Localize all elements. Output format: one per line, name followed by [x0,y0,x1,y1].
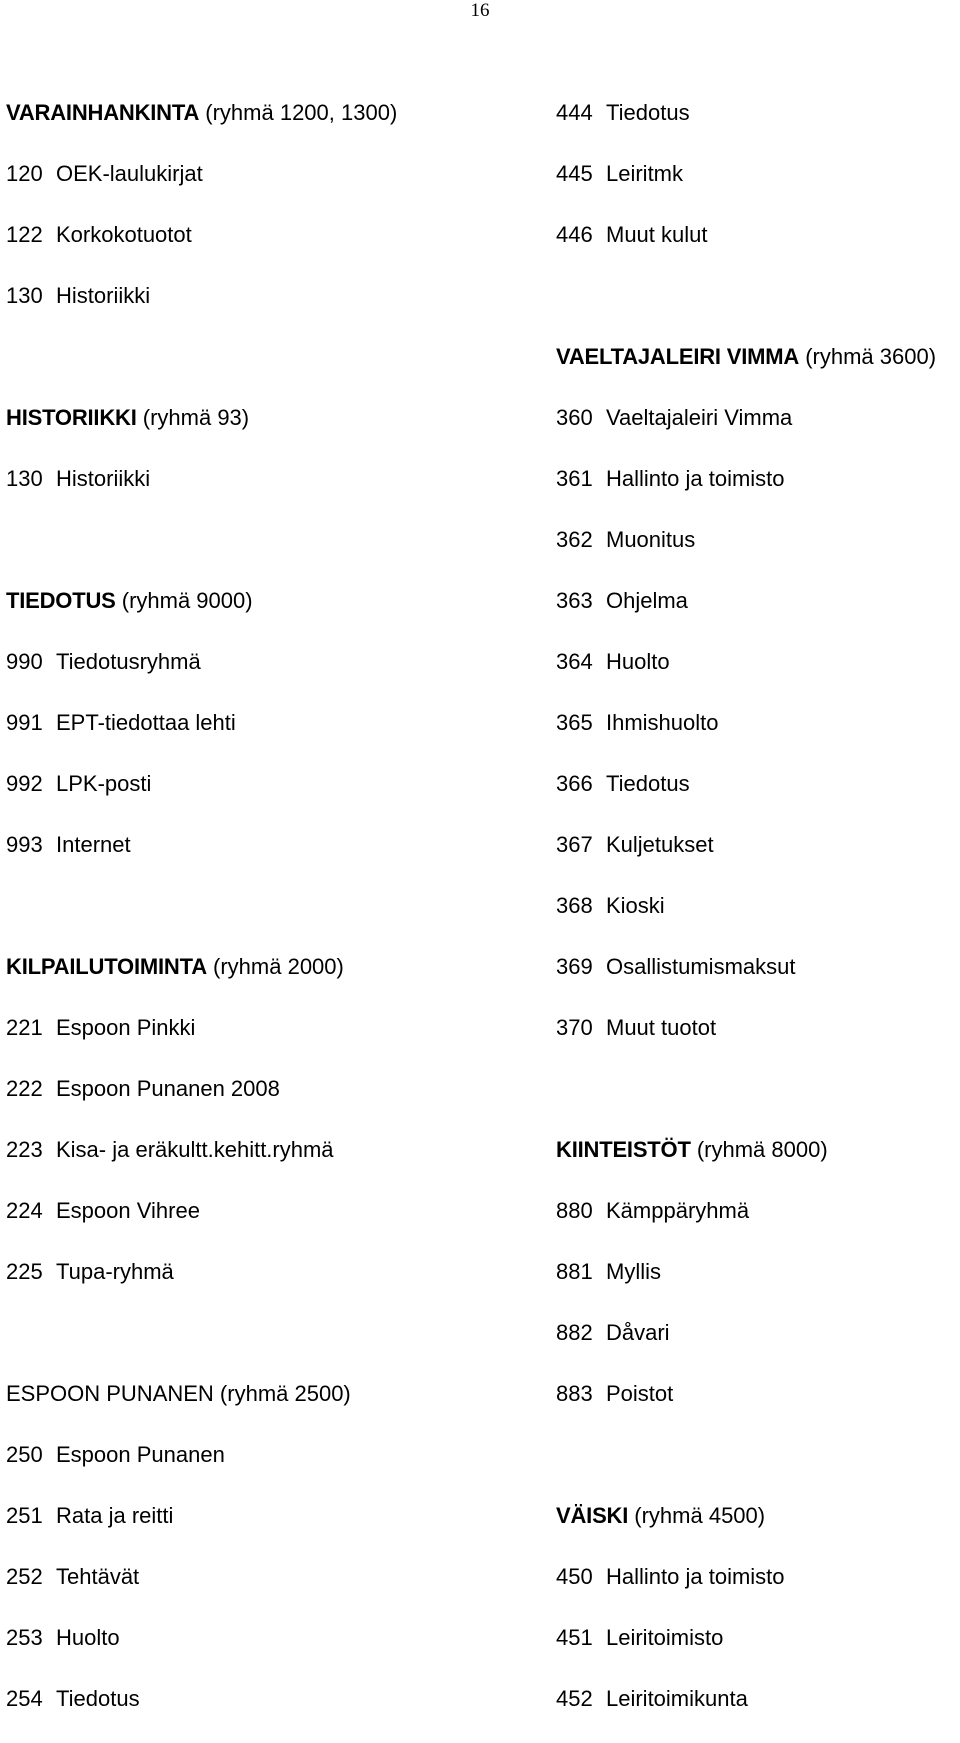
account-name: Osallistumismaksut [606,954,796,979]
heading-title: KIINTEISTÖT [556,1137,691,1162]
account-name: Espoon Pinkki [56,1015,196,1040]
list-item [6,279,546,340]
section-heading-vaiski [556,1499,956,1560]
list-item [556,828,956,889]
heading-title: VAELTAJALEIRI VIMMA [556,344,800,369]
account-name: Historiikki [56,283,151,308]
account-code: 445 [556,161,593,186]
heading-title: KILPAILUTOIMINTA [6,954,207,979]
account-code: 362 [556,527,593,552]
account-code: 370 [556,1015,593,1040]
list-item [6,218,546,279]
list-item [6,1194,546,1255]
account-name: Historiikki [56,466,151,491]
heading-title: VARAINHANKINTA [6,100,200,125]
list-item [556,462,956,523]
account-code: 451 [556,1625,593,1650]
list-item [6,1621,546,1682]
heading-group: (ryhmä 9000) [115,588,253,613]
account-code: 223 [6,1137,43,1162]
account-code: 361 [556,466,593,491]
list-item [6,828,546,889]
list-item [556,1621,956,1682]
spacer [6,523,546,584]
list-item [556,1377,956,1438]
list-item [6,1255,546,1316]
account-name: Korkokotuotot [56,222,192,247]
account-code: 225 [6,1259,43,1284]
account-code: 120 [6,161,43,186]
account-code: 444 [556,100,593,125]
account-name: Espoon Punanen 2008 [56,1076,280,1101]
section-heading-varainhankinta [6,96,546,157]
account-name: Myllis [606,1259,661,1284]
heading-group: (ryhmä 2000) [206,954,344,979]
list-item [556,401,956,462]
account-code: 369 [556,954,593,979]
account-name: Ihmishuolto [606,710,719,735]
account-code: 366 [556,771,593,796]
account-name: Kisa- ja eräkultt.kehitt.ryhmä [56,1137,334,1162]
account-code: 363 [556,588,593,613]
list-item [556,889,956,950]
spacer [556,279,956,340]
account-code: 993 [6,832,43,857]
account-code: 253 [6,1625,43,1650]
spacer [6,1316,546,1377]
list-item [6,767,546,828]
list-item [556,96,956,157]
heading-title: TIEDOTUS [6,588,116,613]
spacer [556,1438,956,1499]
list-item [556,645,956,706]
account-name: Leiritoimikunta [606,1686,748,1711]
list-item [556,218,956,279]
account-name: Tiedotusryhmä [56,649,201,674]
account-code: 250 [6,1442,43,1467]
account-name: Espoon Punanen [56,1442,225,1467]
account-name: EPT-tiedottaa lehti [56,710,236,735]
account-code: 224 [6,1198,43,1223]
list-item [556,950,956,1011]
account-name: Huolto [606,649,670,674]
list-item [6,157,546,218]
page-number: 16 [470,0,490,21]
account-code: 367 [556,832,593,857]
section-heading-espoon-punanen: ESPOON PUNANEN (ryhmä 2500) [6,1381,351,1406]
list-item [556,1194,956,1255]
account-name: Kämppäryhmä [606,1198,750,1223]
spacer [6,340,546,401]
account-code: 368 [556,893,593,918]
account-code: 222 [6,1076,43,1101]
account-code: 881 [556,1259,593,1284]
section-heading-historiikki [6,401,546,462]
list-item [556,1316,956,1377]
heading-group: (ryhmä 93) [136,405,250,430]
account-code: 251 [6,1503,43,1528]
heading-title: HISTORIIKKI [6,405,137,430]
list-item [6,1133,546,1194]
account-name: Kioski [606,893,665,918]
account-code: 990 [6,649,43,674]
account-code: 450 [556,1564,593,1589]
account-code: 992 [6,771,43,796]
account-code: 360 [556,405,593,430]
account-code: 882 [556,1320,593,1345]
account-name: Rata ja reitti [56,1503,174,1528]
account-name: OEK-laulukirjat [56,161,203,186]
section-heading-kilpailutoiminta [6,950,546,1011]
account-name: Tehtävät [56,1564,140,1589]
list-item [556,1682,956,1743]
account-code: 880 [556,1198,593,1223]
list-item [6,645,546,706]
account-name: Muut kulut [606,222,708,247]
account-name: LPK-posti [56,771,152,796]
heading-title: VÄISKI [556,1503,629,1528]
account-name: Poistot [606,1381,674,1406]
list-item [6,1438,546,1499]
account-name: Leiritmk [606,161,684,186]
account-code: 883 [556,1381,593,1406]
list-item [6,1560,546,1621]
list-item [6,706,546,767]
list-item [556,523,956,584]
list-item [6,1072,546,1133]
account-code: 452 [556,1686,593,1711]
list-item [556,706,956,767]
account-name: Tiedotus [56,1686,140,1711]
account-name: Tiedotus [606,100,690,125]
heading-group: (ryhmä 8000) [690,1137,828,1162]
account-code: 446 [556,222,593,247]
account-name: Dåvari [606,1320,670,1345]
spacer [6,889,546,950]
account-name: Tupa-ryhmä [56,1259,174,1284]
account-name: Muut tuotot [606,1015,717,1040]
account-name: Internet [56,832,131,857]
left-column [6,96,546,1743]
account-name: Vaeltajaleiri Vimma [606,405,793,430]
account-code: 130 [6,283,43,308]
account-name: Ohjelma [606,588,688,613]
account-code: 365 [556,710,593,735]
section-heading-tiedotus [6,584,546,645]
list-item [6,1011,546,1072]
account-code: 252 [6,1564,43,1589]
spacer [556,1072,956,1133]
list-item [556,767,956,828]
heading-group: (ryhmä 4500) [628,1503,766,1528]
list-item [556,157,956,218]
account-code: 122 [6,222,43,247]
account-code: 130 [6,466,43,491]
heading-group: (ryhmä 1200, 1300) [199,100,398,125]
account-name: Hallinto ja toimisto [606,1564,785,1589]
heading-group: (ryhmä 3600) [799,344,937,369]
account-name: Espoon Vihree [56,1198,200,1223]
account-code: 364 [556,649,593,674]
account-code: 254 [6,1686,43,1711]
section-heading-kiinteistot [556,1133,956,1194]
account-code: 991 [6,710,43,735]
right-column [556,96,956,1743]
section-heading-vaeltajaleiri-vimma [556,340,956,401]
account-name: Kuljetukset [606,832,714,857]
account-name: Leiritoimisto [606,1625,724,1650]
account-name: Huolto [56,1625,120,1650]
list-item [556,584,956,645]
list-item [556,1011,956,1072]
account-name: Hallinto ja toimisto [606,466,785,491]
account-name: Tiedotus [606,771,690,796]
account-code: 221 [6,1015,43,1040]
list-item [6,1682,546,1743]
list-item [6,462,546,523]
list-item [556,1255,956,1316]
account-name: Muonitus [606,527,696,552]
list-item [6,1499,546,1560]
list-item [556,1560,956,1621]
